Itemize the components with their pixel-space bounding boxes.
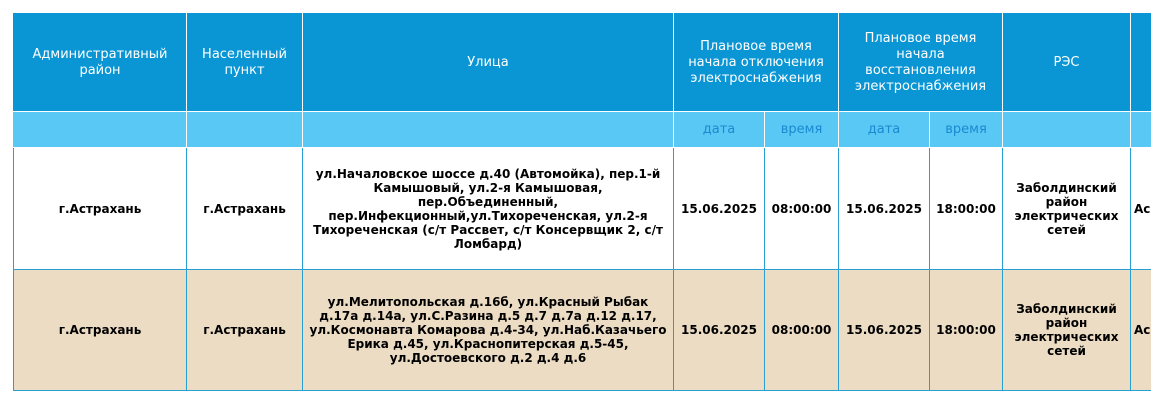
subheader-restore-date: дата xyxy=(839,112,930,148)
table-header-row xyxy=(14,14,1151,112)
cell-off-time: 08:00:00 xyxy=(765,270,839,391)
cell-restore-time: 18:00:00 xyxy=(930,270,1003,391)
header-extra xyxy=(1131,14,1151,112)
subheader-off-time: время xyxy=(765,112,839,148)
subheader-empty xyxy=(1003,112,1131,148)
header-locality: Населенный пункт xyxy=(187,14,303,112)
cell-restore-date: 15.06.2025 xyxy=(839,270,930,391)
header-street: Улица xyxy=(303,14,674,112)
cell-locality: г.Астрахань xyxy=(187,270,303,391)
outage-schedule-container xyxy=(13,13,1151,391)
subheader-empty xyxy=(187,112,303,148)
cell-restore-time: 18:00:00 xyxy=(930,148,1003,270)
header-res: РЭС xyxy=(1003,14,1131,112)
cell-off-date: 15.06.2025 xyxy=(674,270,765,391)
cell-extra: Ас xyxy=(1131,148,1151,270)
subheader-empty xyxy=(1131,112,1151,148)
cell-street: ул.Мелитопольская д.16б, ул.Красный Рыбак д.17а д.14а, ул.С.Разина д.5 д.7 д.7а д.12 д.17, ул.Космонавта Комарова д.4-34, ул.Наб.Казачьего Ерика д.45, ул.Краснопитерская д.5-45, ул.Достоевского д.2 д.4 д.6 xyxy=(303,270,674,391)
table-subheader-row xyxy=(14,112,1151,148)
subheader-empty xyxy=(14,112,187,148)
header-restore-time: Плановое время начала восстановления электроснабжения xyxy=(839,14,1003,112)
header-district: Административный район xyxy=(14,14,187,112)
cell-street: ул.Началовское шоссе д.40 (Автомойка), пер.1-й Камышовый, ул.2-я Камышовая, пер.Объединенный, пер.Инфекционный,ул.Тихореченская, ул.2-я Тихореченская (с/т Рассвет, с/т Консервщик 2, с/т Ломбард) xyxy=(303,148,674,270)
cell-district: г.Астрахань xyxy=(14,270,187,391)
cell-locality: г.Астрахань xyxy=(187,148,303,270)
subheader-off-date: дата xyxy=(674,112,765,148)
header-off-time: Плановое время начала отключения электроснабжения xyxy=(674,14,839,112)
table-row xyxy=(14,270,1151,391)
subheader-restore-time: время xyxy=(930,112,1003,148)
cell-district: г.Астрахань xyxy=(14,148,187,270)
cell-restore-date: 15.06.2025 xyxy=(839,148,930,270)
table-row xyxy=(14,148,1151,270)
cell-res: Заболдинский район электрических сетей xyxy=(1003,148,1131,270)
cell-extra: Ас xyxy=(1131,270,1151,391)
cell-res: Заболдинский район электрических сетей xyxy=(1003,270,1131,391)
outage-schedule-table xyxy=(13,13,1151,391)
subheader-empty xyxy=(303,112,674,148)
cell-off-date: 15.06.2025 xyxy=(674,148,765,270)
cell-off-time: 08:00:00 xyxy=(765,148,839,270)
